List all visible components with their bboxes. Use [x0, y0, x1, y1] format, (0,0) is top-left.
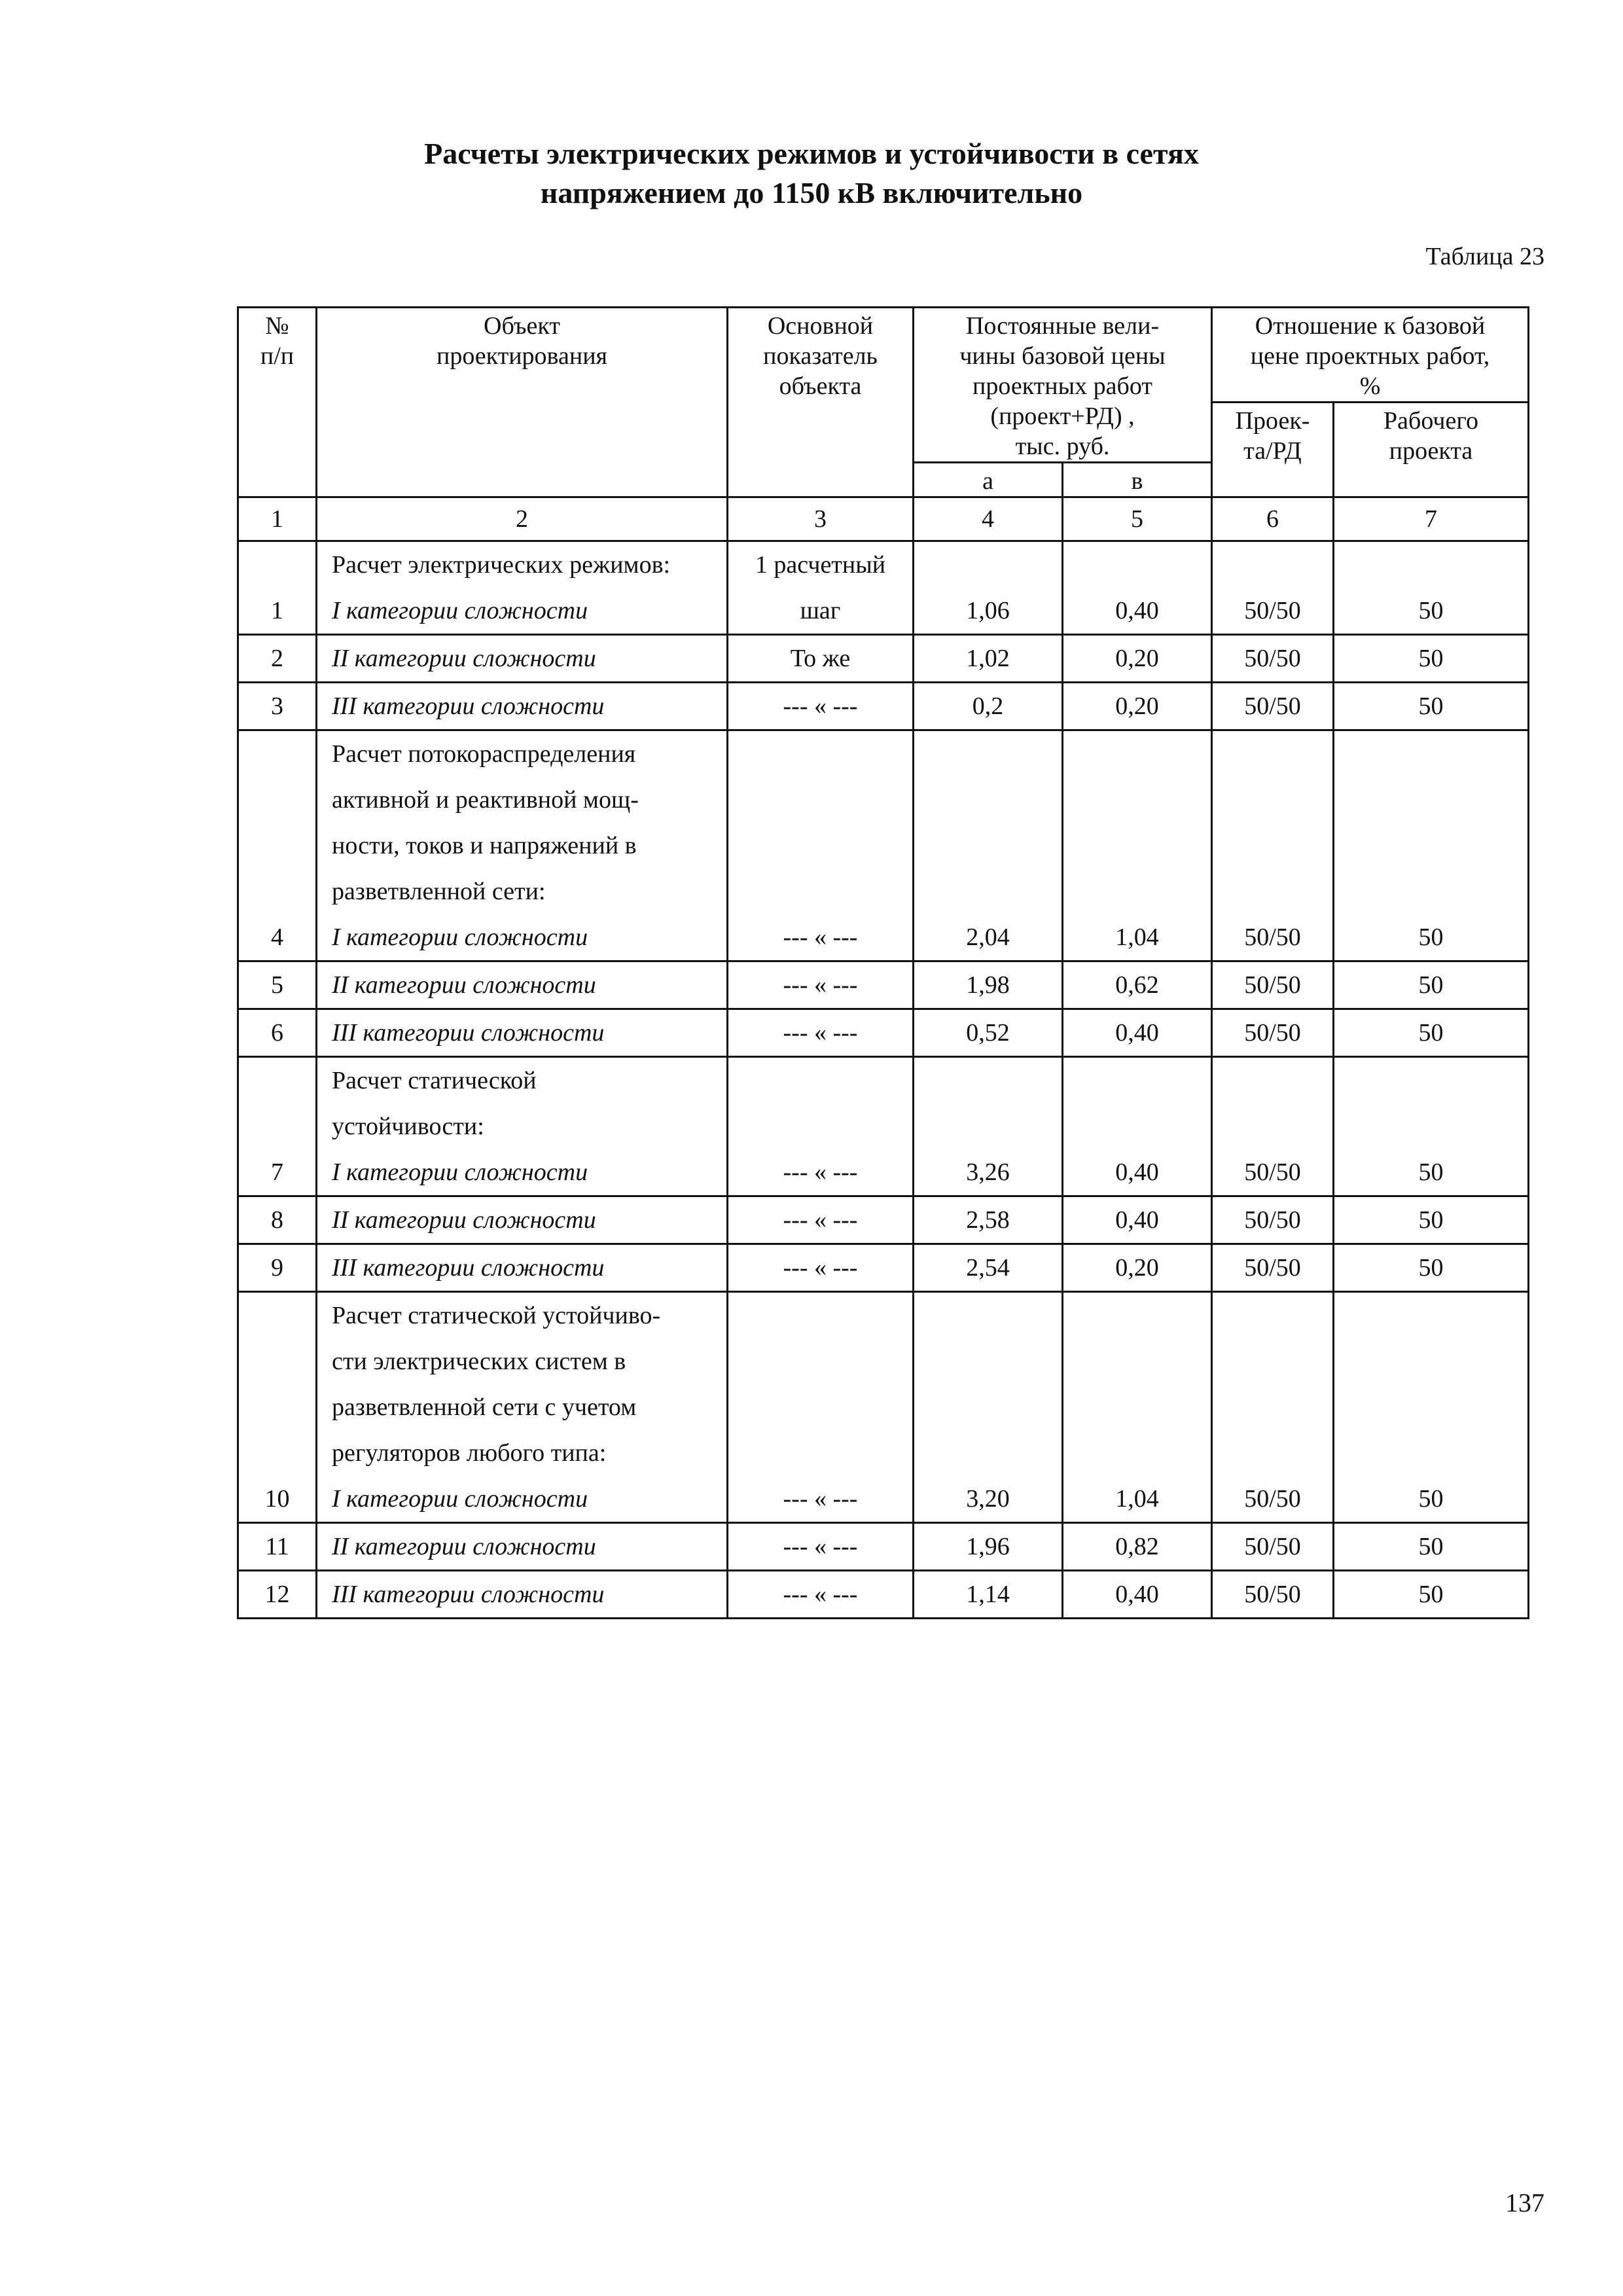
- ratio-project: 50/50: [1212, 1292, 1334, 1523]
- basic-indicator-line: --- « ---: [783, 1158, 858, 1186]
- col-number: 7: [1334, 497, 1529, 541]
- object-heading-line: активной и реактивной мощ-: [332, 786, 639, 814]
- basic-indicator-line: 1 расчетный: [755, 551, 886, 579]
- object-heading-line: ности, токов и напряжений в: [332, 832, 637, 859]
- object-heading-line: устойчивости:: [332, 1113, 484, 1140]
- basic-indicator-cell: [728, 1057, 914, 1196]
- row-number: 9: [238, 1244, 317, 1292]
- title-line-2: напряжением до 1150 кВ включительно: [540, 176, 1083, 209]
- complexity-category: I категории сложности: [332, 1485, 588, 1513]
- object-cell: [317, 1244, 728, 1292]
- table-row: [238, 1523, 1529, 1571]
- value-a: 0,52: [914, 1009, 1063, 1057]
- ratio-project: 50/50: [1212, 961, 1334, 1009]
- basic-indicator-cell: [728, 961, 914, 1009]
- header-const-b: в: [1063, 463, 1212, 497]
- ratio-working: 50: [1334, 1057, 1529, 1196]
- ratio-project: 50/50: [1212, 730, 1334, 961]
- header-ratio-project: Проек- та/РД: [1212, 403, 1334, 497]
- object-cell: [317, 1571, 728, 1619]
- value-b: 0,40: [1063, 1196, 1212, 1244]
- value-b: 0,40: [1063, 1009, 1212, 1057]
- table-row: [238, 683, 1529, 730]
- basic-indicator-cell: [728, 1523, 914, 1571]
- title-line-1: Расчеты электрических режимов и устойчивости в сетях: [424, 137, 1199, 170]
- ratio-working: 50: [1334, 1571, 1529, 1619]
- value-a: 1,06: [914, 541, 1063, 635]
- row-number: 7: [238, 1057, 317, 1196]
- value-b: 1,04: [1063, 1292, 1212, 1523]
- basic-indicator-cell: [728, 683, 914, 730]
- basic-indicator-cell: [728, 1571, 914, 1619]
- object-heading-line: сти электрических систем в: [332, 1348, 626, 1375]
- value-a: 1,14: [914, 1571, 1063, 1619]
- object-cell: [317, 1057, 728, 1196]
- basic-indicator-line: То же: [790, 645, 851, 672]
- basic-indicator-cell: [728, 1292, 914, 1523]
- table-row: [238, 1292, 1529, 1523]
- basic-indicator-cell: [728, 730, 914, 961]
- basic-indicator-line: --- « ---: [783, 1019, 858, 1047]
- complexity-category: III категории сложности: [332, 1581, 605, 1608]
- ratio-project: 50/50: [1212, 1057, 1334, 1196]
- ratio-project: 50/50: [1212, 1196, 1334, 1244]
- object-cell: [317, 541, 728, 635]
- basic-indicator-line: шаг: [800, 597, 841, 624]
- object-cell: [317, 683, 728, 730]
- header-basic-indicator: Основной показатель объекта: [728, 308, 914, 497]
- row-number: 4: [238, 730, 317, 961]
- value-a: 2,54: [914, 1244, 1063, 1292]
- value-a: 1,96: [914, 1523, 1063, 1571]
- complexity-category: II категории сложности: [332, 1206, 596, 1234]
- header-ratio-working: Рабочего проекта: [1334, 403, 1529, 497]
- object-heading-line: Расчет потокораспределения: [332, 740, 636, 768]
- object-heading-line: Расчет статической устойчиво-: [332, 1302, 661, 1329]
- basic-indicator-line: --- « ---: [783, 1485, 858, 1513]
- complexity-category: I категории сложности: [332, 1158, 588, 1186]
- row-number: 1: [238, 541, 317, 635]
- complexity-category: III категории сложности: [332, 1254, 605, 1282]
- complexity-category: II категории сложности: [332, 1533, 596, 1560]
- table-row: [238, 1244, 1529, 1292]
- complexity-category: II категории сложности: [332, 971, 596, 999]
- object-cell: [317, 1523, 728, 1571]
- table-row: [238, 730, 1529, 961]
- row-number: 10: [238, 1292, 317, 1523]
- value-b: 0,20: [1063, 635, 1212, 683]
- value-a: 3,20: [914, 1292, 1063, 1523]
- table-row: [238, 961, 1529, 1009]
- basic-indicator-cell: [728, 1196, 914, 1244]
- row-number: 11: [238, 1523, 317, 1571]
- ratio-project: 50/50: [1212, 683, 1334, 730]
- value-b: 0,40: [1063, 1057, 1212, 1196]
- basic-indicator-line: --- « ---: [783, 1206, 858, 1234]
- basic-indicator-cell: [728, 1244, 914, 1292]
- basic-indicator-line: --- « ---: [783, 692, 858, 720]
- complexity-category: I категории сложности: [332, 597, 588, 624]
- object-cell: [317, 730, 728, 961]
- value-a: 3,26: [914, 1057, 1063, 1196]
- table-label: Таблица 23: [1425, 243, 1544, 270]
- header-const-a: а: [914, 463, 1063, 497]
- value-b: 0,40: [1063, 1571, 1212, 1619]
- basic-indicator-cell: [728, 635, 914, 683]
- complexity-category: III категории сложности: [332, 692, 605, 720]
- complexity-category: III категории сложности: [332, 1019, 605, 1047]
- basic-indicator-cell: [728, 541, 914, 635]
- table-row: [238, 541, 1529, 635]
- value-a: 2,04: [914, 730, 1063, 961]
- column-number-row: [238, 497, 1529, 541]
- basic-indicator-line: --- « ---: [783, 1254, 858, 1282]
- object-cell: [317, 1009, 728, 1057]
- object-heading-line: разветвленной сети с учетом: [332, 1393, 637, 1421]
- row-number: 12: [238, 1571, 317, 1619]
- value-a: 1,02: [914, 635, 1063, 683]
- ratio-project: 50/50: [1212, 1571, 1334, 1619]
- table-row: [238, 1571, 1529, 1619]
- ratio-working: 50: [1334, 541, 1529, 635]
- value-a: 1,98: [914, 961, 1063, 1009]
- header-constant-values: Постоянные вели- чины базовой цены проектных работ (проект+РД) , тыс. руб.: [914, 308, 1212, 463]
- ratio-working: 50: [1334, 1009, 1529, 1057]
- object-heading-line: Расчет электрических режимов:: [332, 551, 671, 579]
- ratio-working: 50: [1334, 1523, 1529, 1571]
- ratio-working: 50: [1334, 635, 1529, 683]
- complexity-category: I категории сложности: [332, 924, 588, 951]
- row-number: 6: [238, 1009, 317, 1057]
- ratio-project: 50/50: [1212, 1009, 1334, 1057]
- row-number: 2: [238, 635, 317, 683]
- ratio-working: 50: [1334, 1196, 1529, 1244]
- ratio-project: 50/50: [1212, 1244, 1334, 1292]
- value-b: 0,20: [1063, 683, 1212, 730]
- value-b: 0,62: [1063, 961, 1212, 1009]
- col-number: 2: [317, 497, 728, 541]
- header-num: № п/п: [238, 308, 317, 497]
- basic-indicator-line: --- « ---: [783, 971, 858, 999]
- object-heading-line: регуляторов любого типа:: [332, 1439, 607, 1467]
- page-title: [0, 134, 1623, 213]
- object-heading-line: Расчет статической: [332, 1067, 537, 1094]
- object-cell: [317, 1292, 728, 1523]
- page-number: 137: [1505, 2188, 1544, 2217]
- ratio-working: 50: [1334, 1244, 1529, 1292]
- col-number: 4: [914, 497, 1063, 541]
- ratio-working: 50: [1334, 961, 1529, 1009]
- row-number: 8: [238, 1196, 317, 1244]
- col-number: 1: [238, 497, 317, 541]
- table-row: [238, 1009, 1529, 1057]
- value-b: 0,82: [1063, 1523, 1212, 1571]
- table-row: [238, 1196, 1529, 1244]
- object-cell: [317, 961, 728, 1009]
- ratio-working: 50: [1334, 730, 1529, 961]
- row-number: 5: [238, 961, 317, 1009]
- object-cell: [317, 635, 728, 683]
- value-b: 1,04: [1063, 730, 1212, 961]
- ratio-project: 50/50: [1212, 1523, 1334, 1571]
- header-ratio: Отношение к базовой цене проектных работ, %: [1212, 308, 1529, 403]
- ratio-working: 50: [1334, 683, 1529, 730]
- value-b: 0,40: [1063, 541, 1212, 635]
- basic-indicator-cell: [728, 1009, 914, 1057]
- col-number: 6: [1212, 497, 1334, 541]
- ratio-project: 50/50: [1212, 635, 1334, 683]
- table-row: [238, 635, 1529, 683]
- basic-indicator-line: --- « ---: [783, 1581, 858, 1608]
- basic-indicator-line: --- « ---: [783, 924, 858, 951]
- col-number: 5: [1063, 497, 1212, 541]
- object-cell: [317, 1196, 728, 1244]
- table-row: [238, 1057, 1529, 1196]
- ratio-project: 50/50: [1212, 541, 1334, 635]
- ratio-working: 50: [1334, 1292, 1529, 1523]
- value-a: 0,2: [914, 683, 1063, 730]
- value-b: 0,20: [1063, 1244, 1212, 1292]
- header-object: Объект проектирования: [317, 308, 728, 497]
- pricing-table: [237, 306, 1529, 1619]
- col-number: 3: [728, 497, 914, 541]
- object-heading-line: разветвленной сети:: [332, 878, 546, 905]
- value-a: 2,58: [914, 1196, 1063, 1244]
- basic-indicator-line: --- « ---: [783, 1533, 858, 1560]
- complexity-category: II категории сложности: [332, 645, 596, 672]
- row-number: 3: [238, 683, 317, 730]
